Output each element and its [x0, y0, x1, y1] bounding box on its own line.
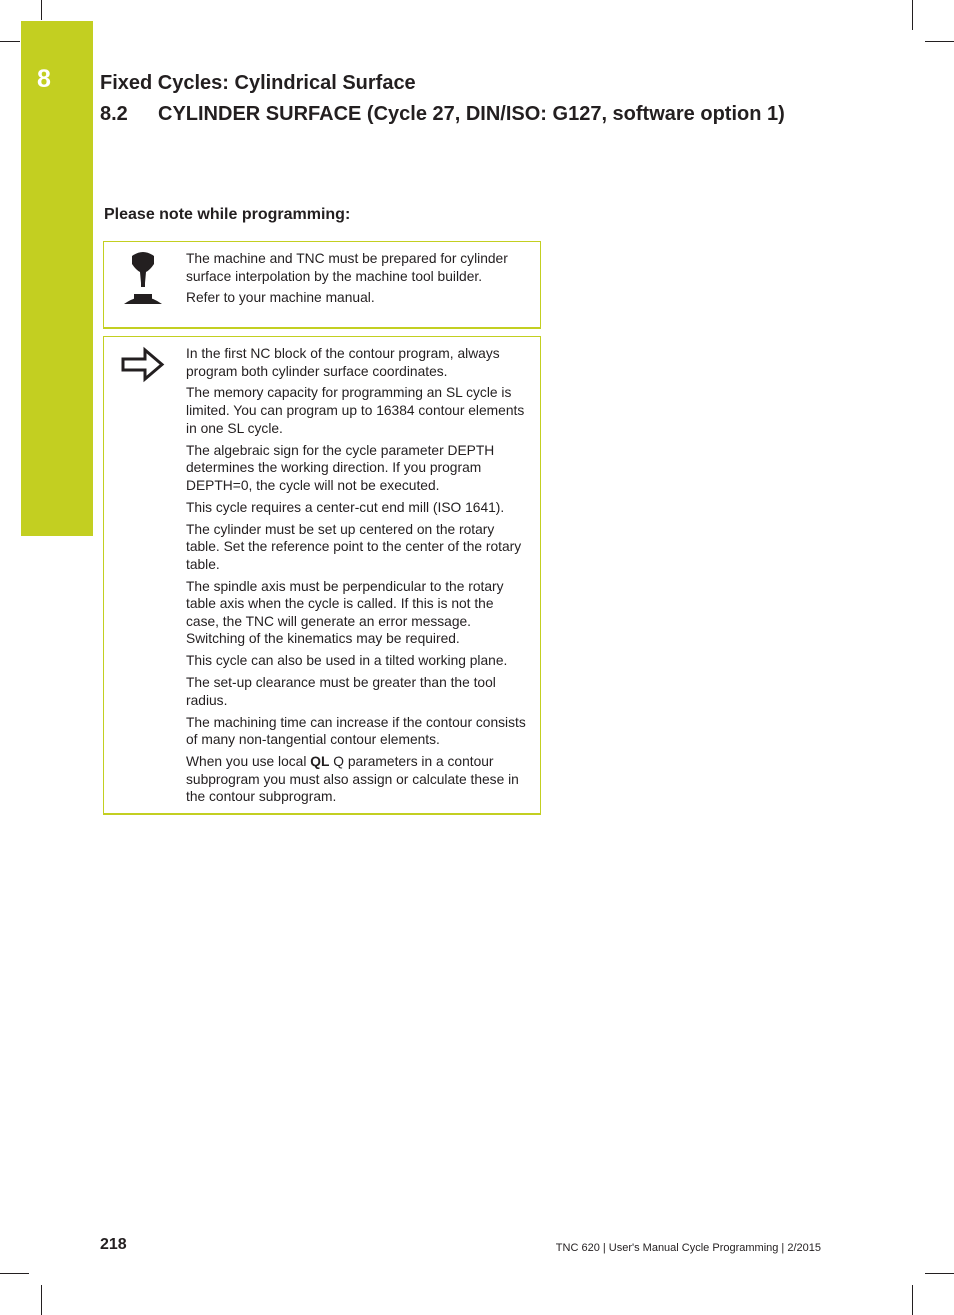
machine-note-box — [103, 241, 541, 329]
note-paragraph-ql: When you use local QL Q parameters in a contour subprogram you must also assign or calculate these in the contour subprogram. — [186, 754, 519, 805]
note-paragraph: Refer to your machine manual. — [186, 290, 375, 306]
crop-mark — [925, 41, 954, 42]
note-paragraph: The set-up clearance must be greater than the tool radius. — [186, 675, 496, 708]
footer-info: TNC 620 | User's Manual Cycle Programming | 2/2015 — [555, 1242, 821, 1254]
note-paragraph: The algebraic sign for the cycle parameter DEPTH determines the working direction. If you program DEPTH=0, the cycle will not be executed. — [186, 442, 495, 493]
note-paragraph: The spindle axis must be perpendicular to the rotary table axis when the cycle is called. If this is not the case, the TNC will generate an error message. Switching of the kinematics may be required. — [186, 578, 504, 647]
section-title — [100, 103, 785, 126]
crop-mark — [41, 0, 42, 20]
machine-note-text — [186, 250, 530, 311]
note-paragraph: In the first NC block of the contour program, always program both cylinder surface coordinates. — [186, 346, 500, 379]
crop-mark — [925, 1273, 954, 1274]
crop-mark — [0, 1273, 29, 1274]
note-paragraph: This cycle requires a center-cut end mill (ISO 1641). — [186, 499, 505, 515]
chapter-title: Fixed Cycles: Cylindrical Surface — [100, 72, 416, 94]
section-number: 8.2 — [100, 103, 128, 125]
note-paragraph: The cylinder must be set up centered on the rotary table. Set the reference point to the center of the rotary table. — [186, 521, 522, 572]
programming-note-text — [186, 345, 530, 810]
note-heading: Please note while programming: — [104, 206, 351, 223]
note-paragraph: The machine and TNC must be prepared for cylinder surface interpolation by the machine tool builder. — [186, 251, 508, 284]
ql-keyword: QL — [310, 754, 330, 770]
crop-mark — [0, 41, 20, 42]
section-heading: CYLINDER SURFACE (Cycle 27, DIN/ISO: G127, software option 1) — [158, 103, 785, 125]
machine-tool-icon — [120, 250, 166, 308]
crop-mark — [912, 0, 913, 30]
crop-mark — [912, 1285, 913, 1315]
crop-mark — [41, 1285, 42, 1315]
programming-note-box — [103, 336, 541, 815]
page-number: 218 — [100, 1236, 127, 1253]
chapter-number: 8 — [37, 65, 51, 93]
note-paragraph: The memory capacity for programming an SL cycle is limited. You can program up to 16384 contour elements in one SL cycle. — [186, 385, 525, 436]
note-paragraph: This cycle can also be used in a tilted working plane. — [186, 653, 508, 669]
arrow-right-icon — [120, 345, 166, 403]
note-paragraph: The machining time can increase if the contour consists of many non-tangential contour elements. — [186, 714, 526, 748]
chapter-tab — [21, 21, 93, 536]
